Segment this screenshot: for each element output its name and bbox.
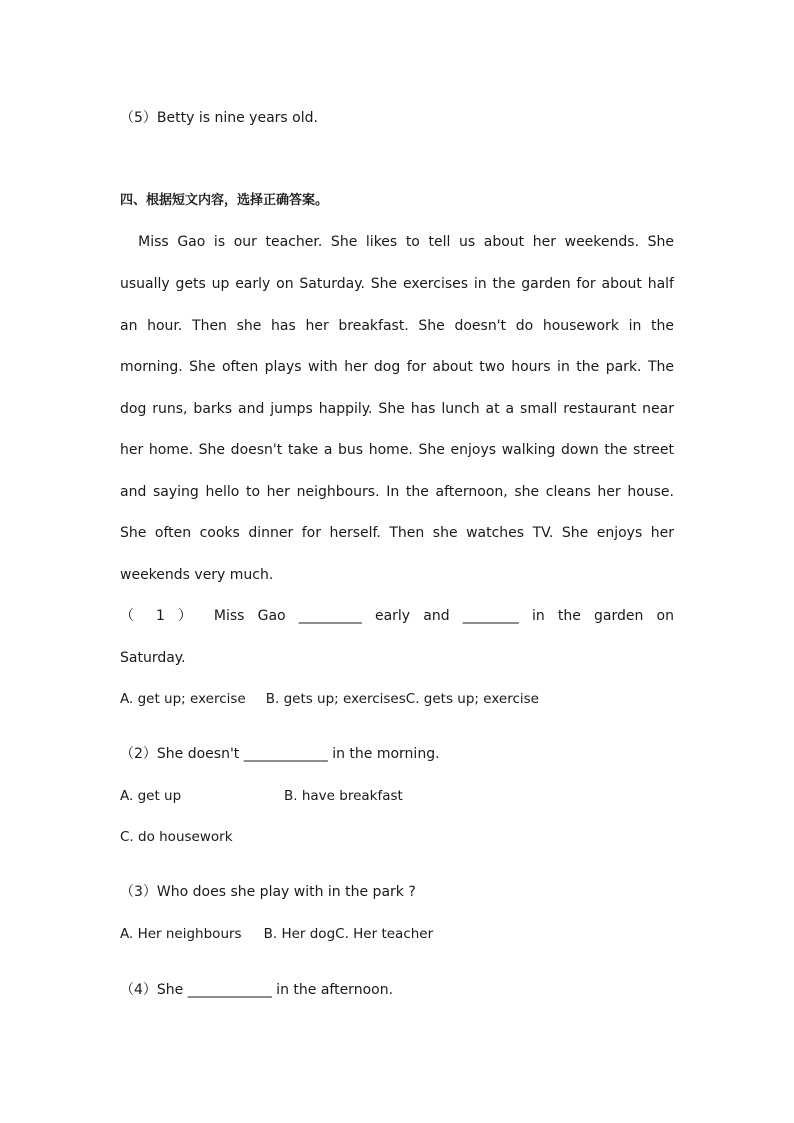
question-1-options xyxy=(120,689,674,709)
previous-question-5: （5）Betty is nine years old. xyxy=(120,110,318,126)
passage-line: weekends very much. xyxy=(120,567,274,583)
passage-line: an hour. Then she has her breakfast. She doesn't do housework in the xyxy=(120,318,674,334)
passage-line: her home. She doesn't take a bus home. She enjoys walking down the street xyxy=(120,442,674,458)
option-b: B. gets up; exercises xyxy=(265,691,406,707)
option-a: A. get up xyxy=(120,788,182,804)
passage-line: Miss Gao is our teacher. She likes to tell us about her weekends. She xyxy=(120,234,674,250)
option-a: A. get up; exercise xyxy=(120,691,246,707)
passage-line: morning. She often plays with her dog for about two hours in the park. The xyxy=(120,359,674,375)
question-3-options xyxy=(120,924,674,944)
question-2-option-c: C. do housework xyxy=(120,829,233,845)
question-4-stem: （4）She ____________ in the afternoon. xyxy=(120,982,394,998)
question-2-stem: （2）She doesn't ____________ in the morning. xyxy=(120,746,440,762)
option-b: B. Her dog xyxy=(263,926,336,942)
question-1-stem-continued: Saturday. xyxy=(120,650,186,666)
option-c: C. gets up; exercise xyxy=(405,691,539,707)
passage-line: usually gets up early on Saturday. She exercises in the garden for about half xyxy=(120,276,674,292)
passage-line: and saying hello to her neighbours. In the afternoon, she cleans her house. xyxy=(120,484,674,500)
option-b: B. have breakfast xyxy=(284,788,403,804)
question-2-options xyxy=(120,786,674,806)
option-a: A. Her neighbours xyxy=(120,926,242,942)
section-heading: 四、根据短文内容，选择正确答案。 xyxy=(120,193,329,208)
question-3-stem: （3）Who does she play with in the park ? xyxy=(120,884,416,900)
option-c: C. Her teacher xyxy=(335,926,434,942)
question-1-stem: （ 1 ） Miss Gao _________ early and ________ in the garden on xyxy=(120,608,674,624)
passage-line: dog runs, barks and jumps happily. She has lunch at a small restaurant near xyxy=(120,401,674,417)
passage-line: She often cooks dinner for herself. Then she watches TV. She enjoys her xyxy=(120,525,674,541)
